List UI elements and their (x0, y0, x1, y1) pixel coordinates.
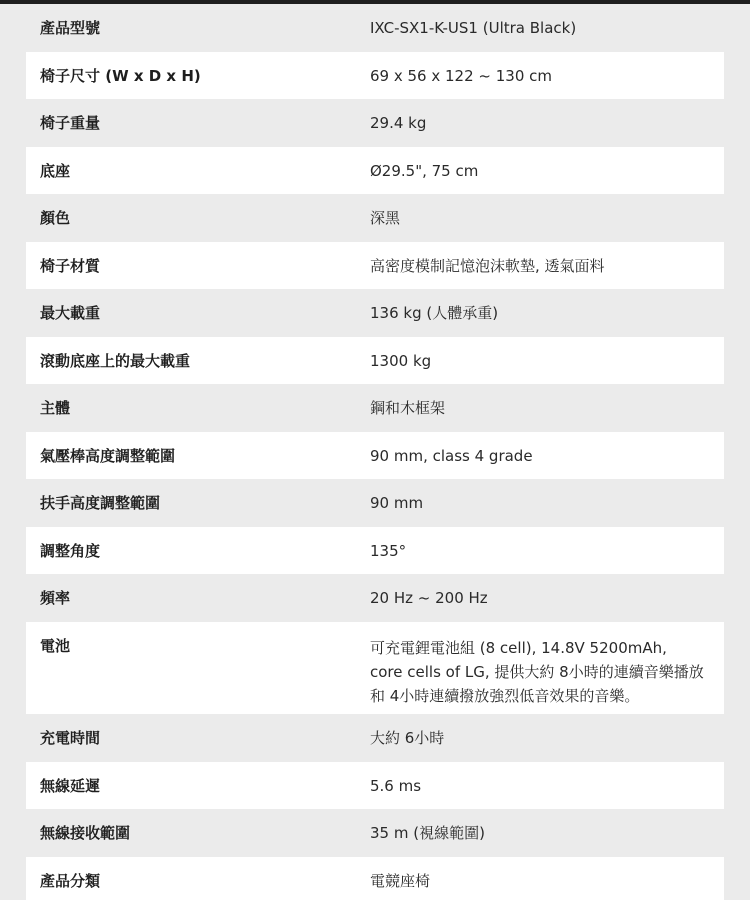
spec-value: 136 kg (人體承重) (370, 304, 499, 322)
spec-value: 69 x 56 x 122 ~ 130 cm (370, 67, 552, 85)
spec-value: 5.6 ms (370, 777, 422, 795)
spec-row-wireless-latency (26, 762, 724, 809)
spec-row-max-load (26, 289, 724, 337)
spec-row-wireless-range (26, 809, 724, 857)
spec-label: 無線接收範圍 (40, 824, 131, 842)
spec-label: 電池 (40, 637, 71, 655)
spec-label: 氣壓棒高度調整範圍 (40, 447, 176, 465)
spec-row-model (26, 4, 724, 52)
spec-table (26, 4, 724, 900)
spec-row-base (26, 147, 724, 194)
spec-row-battery (26, 622, 724, 714)
spec-value: 20 Hz ~ 200 Hz (370, 589, 488, 607)
spec-row-frequency (26, 574, 724, 622)
spec-label: 產品型號 (40, 19, 101, 37)
spec-value: IXC-SX1-K-US1 (Ultra Black) (370, 19, 577, 37)
spec-row-color (26, 194, 724, 242)
spec-label: 充電時間 (40, 729, 101, 747)
spec-value: 1300 kg (370, 352, 432, 370)
spec-value: 29.4 kg (370, 114, 427, 132)
spec-row-material (26, 242, 724, 289)
spec-value: 鋼和木框架 (370, 399, 446, 417)
spec-value: 高密度模制記憶泡沫軟墊, 透氣面料 (370, 257, 605, 275)
spec-label: 滾動底座上的最大載重 (40, 352, 191, 370)
spec-row-base-max-load (26, 337, 724, 384)
spec-row-recline-angle (26, 527, 724, 574)
spec-value: 90 mm, class 4 grade (370, 447, 533, 465)
spec-label: 顏色 (40, 209, 71, 227)
spec-row-charge-time (26, 714, 724, 762)
spec-value: 電競座椅 (370, 872, 431, 890)
spec-row-armrest (26, 479, 724, 527)
spec-row-category (26, 857, 724, 900)
spec-row-dimensions (26, 52, 724, 99)
spec-label: 底座 (40, 162, 71, 180)
spec-label: 最大載重 (40, 304, 101, 322)
spec-value: Ø29.5", 75 cm (370, 162, 479, 180)
spec-value: 大約 6小時 (370, 729, 445, 747)
spec-label: 頻率 (40, 589, 71, 607)
spec-label: 產品分類 (40, 872, 101, 890)
spec-label: 主體 (40, 399, 71, 417)
spec-row-frame (26, 384, 724, 432)
spec-label: 扶手高度調整範圍 (40, 494, 161, 512)
spec-value: 135° (370, 542, 407, 560)
spec-value: 可充電鋰電池組 (8 cell), 14.8V 5200mAh, core cells of LG, 提供大約 8小時的連續音樂播放和 4小時連續撥放強烈低音效果的音樂。 (370, 639, 704, 705)
spec-label: 調整角度 (40, 542, 101, 560)
spec-value: 35 m (視線範圍) (370, 824, 485, 842)
spec-row-weight (26, 99, 724, 147)
spec-row-gas-lift (26, 432, 724, 479)
spec-value: 90 mm (370, 494, 424, 512)
spec-label: 椅子尺寸 (W x D x H) (40, 67, 201, 85)
spec-label: 椅子重量 (40, 114, 101, 132)
spec-label: 椅子材質 (40, 257, 101, 275)
spec-label: 無線延遲 (40, 777, 101, 795)
spec-value: 深黑 (370, 209, 401, 227)
